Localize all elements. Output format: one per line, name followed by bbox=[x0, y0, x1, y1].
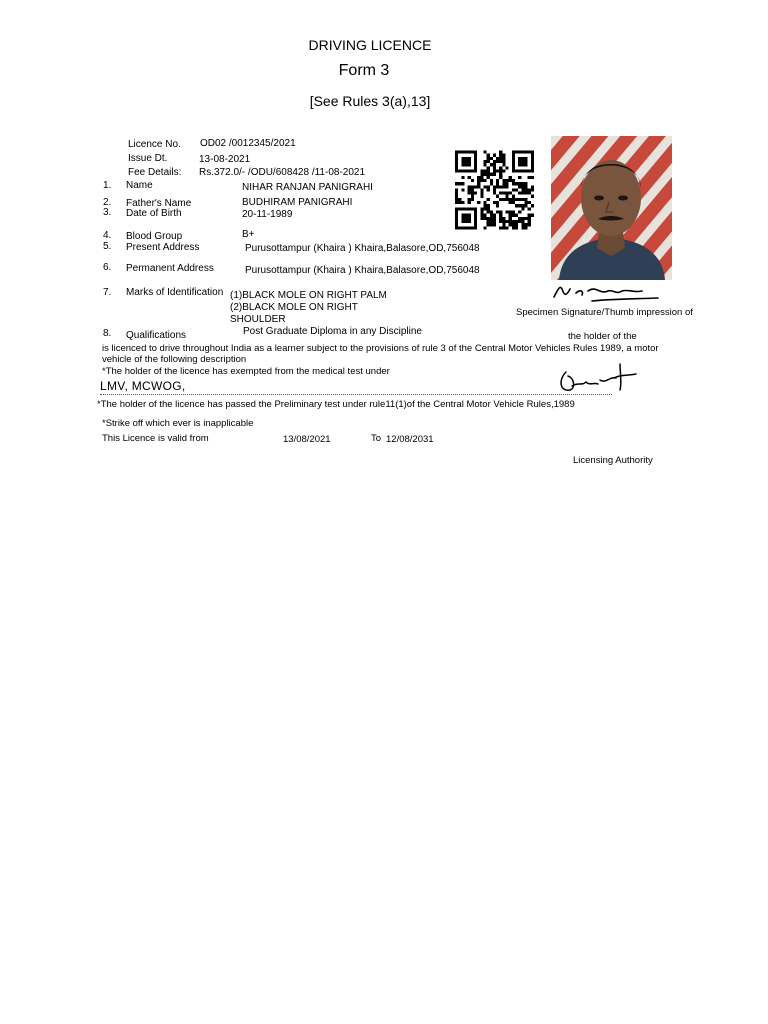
fee-details-value: Rs.372.0/- /ODU/608428 /11-08-2021 bbox=[199, 167, 366, 178]
qualifications-label: Qualifications bbox=[126, 330, 187, 341]
holder-photo bbox=[551, 136, 672, 280]
father-name-label: Father's Name bbox=[126, 198, 192, 209]
permanent-address-label: Permanent Address bbox=[126, 263, 214, 274]
document-title: DRIVING LICENCE bbox=[308, 37, 432, 53]
validity-label: This Licence is valid from bbox=[102, 433, 209, 444]
present-address-label: Present Address bbox=[126, 242, 200, 253]
field-number-6: 6. bbox=[103, 262, 112, 273]
dob-value: 20-11-1989 bbox=[242, 209, 293, 220]
strike-off-note: *Strike off which ever is inapplicable bbox=[102, 418, 254, 429]
field-number-4: 4. bbox=[103, 230, 112, 241]
permanent-address-value: Purusottampur (Khaira ) Khaira,Balasore,OD,756048 bbox=[245, 265, 480, 276]
dob-label: Date of Birth bbox=[126, 208, 182, 219]
authority-signature bbox=[556, 360, 638, 398]
father-name-value: BUDHIRAM PANIGRAHI bbox=[242, 197, 353, 208]
licence-statement: is licenced to drive throughout India as a learner subject to the provisions of rule 3 of the Central Motor Vehicles Rules 1989, a motor bbox=[102, 343, 659, 354]
mark-2-continued: SHOULDER bbox=[230, 314, 286, 325]
blood-group-label: Blood Group bbox=[126, 231, 183, 242]
dotted-divider bbox=[100, 394, 612, 395]
field-number-1: 1. bbox=[103, 180, 112, 191]
preliminary-test-note: *The holder of the licence has passed the Preliminary test under rule11(1)of the Central Motor Vehicle Rules,1989 bbox=[97, 399, 575, 410]
qualifications-value: Post Graduate Diploma in any Discipline bbox=[243, 326, 422, 337]
form-number: Form 3 bbox=[338, 62, 390, 79]
issue-date-label: Issue Dt. bbox=[128, 153, 168, 164]
mark-2: (2)BLACK MOLE ON RIGHT bbox=[230, 302, 358, 313]
rules-reference: [See Rules 3(a),13] bbox=[309, 93, 431, 109]
name-label: Name bbox=[126, 180, 153, 191]
holder-signature bbox=[552, 281, 660, 305]
name-value: NIHAR RANJAN PANIGRAHI bbox=[242, 182, 373, 193]
valid-from-date: 13/08/2021 bbox=[283, 434, 331, 445]
fee-details-label: Fee Details: bbox=[128, 167, 182, 178]
medical-exemption-note: *The holder of the licence has exempted from the medical test under bbox=[102, 366, 390, 377]
licence-no-value: OD02 /0012345/2021 bbox=[200, 138, 296, 149]
blood-group-value: B+ bbox=[242, 229, 255, 240]
valid-to-date: 12/08/2031 bbox=[386, 434, 434, 445]
licensing-authority: Licensing Authority bbox=[573, 455, 653, 466]
field-number-7: 7. bbox=[103, 287, 112, 298]
field-number-5: 5. bbox=[103, 241, 112, 252]
vehicle-classes: LMV, MCWOG, bbox=[100, 379, 186, 393]
field-number-3: 3. bbox=[103, 207, 112, 218]
field-number-8: 8. bbox=[103, 328, 112, 339]
issue-date-value: 13-08-2021 bbox=[199, 154, 251, 165]
licence-no-label: Licence No. bbox=[128, 139, 181, 150]
licence-statement-continued: vehicle of the following description bbox=[102, 354, 247, 365]
specimen-signature-caption: Specimen Signature/Thumb impression of bbox=[516, 307, 693, 318]
marks-label: Marks of Identification bbox=[126, 287, 224, 298]
present-address-value: Purusottampur (Khaira ) Khaira,Balasore,OD,756048 bbox=[245, 243, 480, 254]
mark-1: (1)BLACK MOLE ON RIGHT PALM bbox=[230, 290, 387, 301]
valid-to-label: To bbox=[371, 433, 382, 444]
qr-code bbox=[455, 150, 534, 230]
field-number-2: 2. bbox=[103, 197, 112, 208]
holder-of-text: the holder of the bbox=[568, 331, 637, 342]
